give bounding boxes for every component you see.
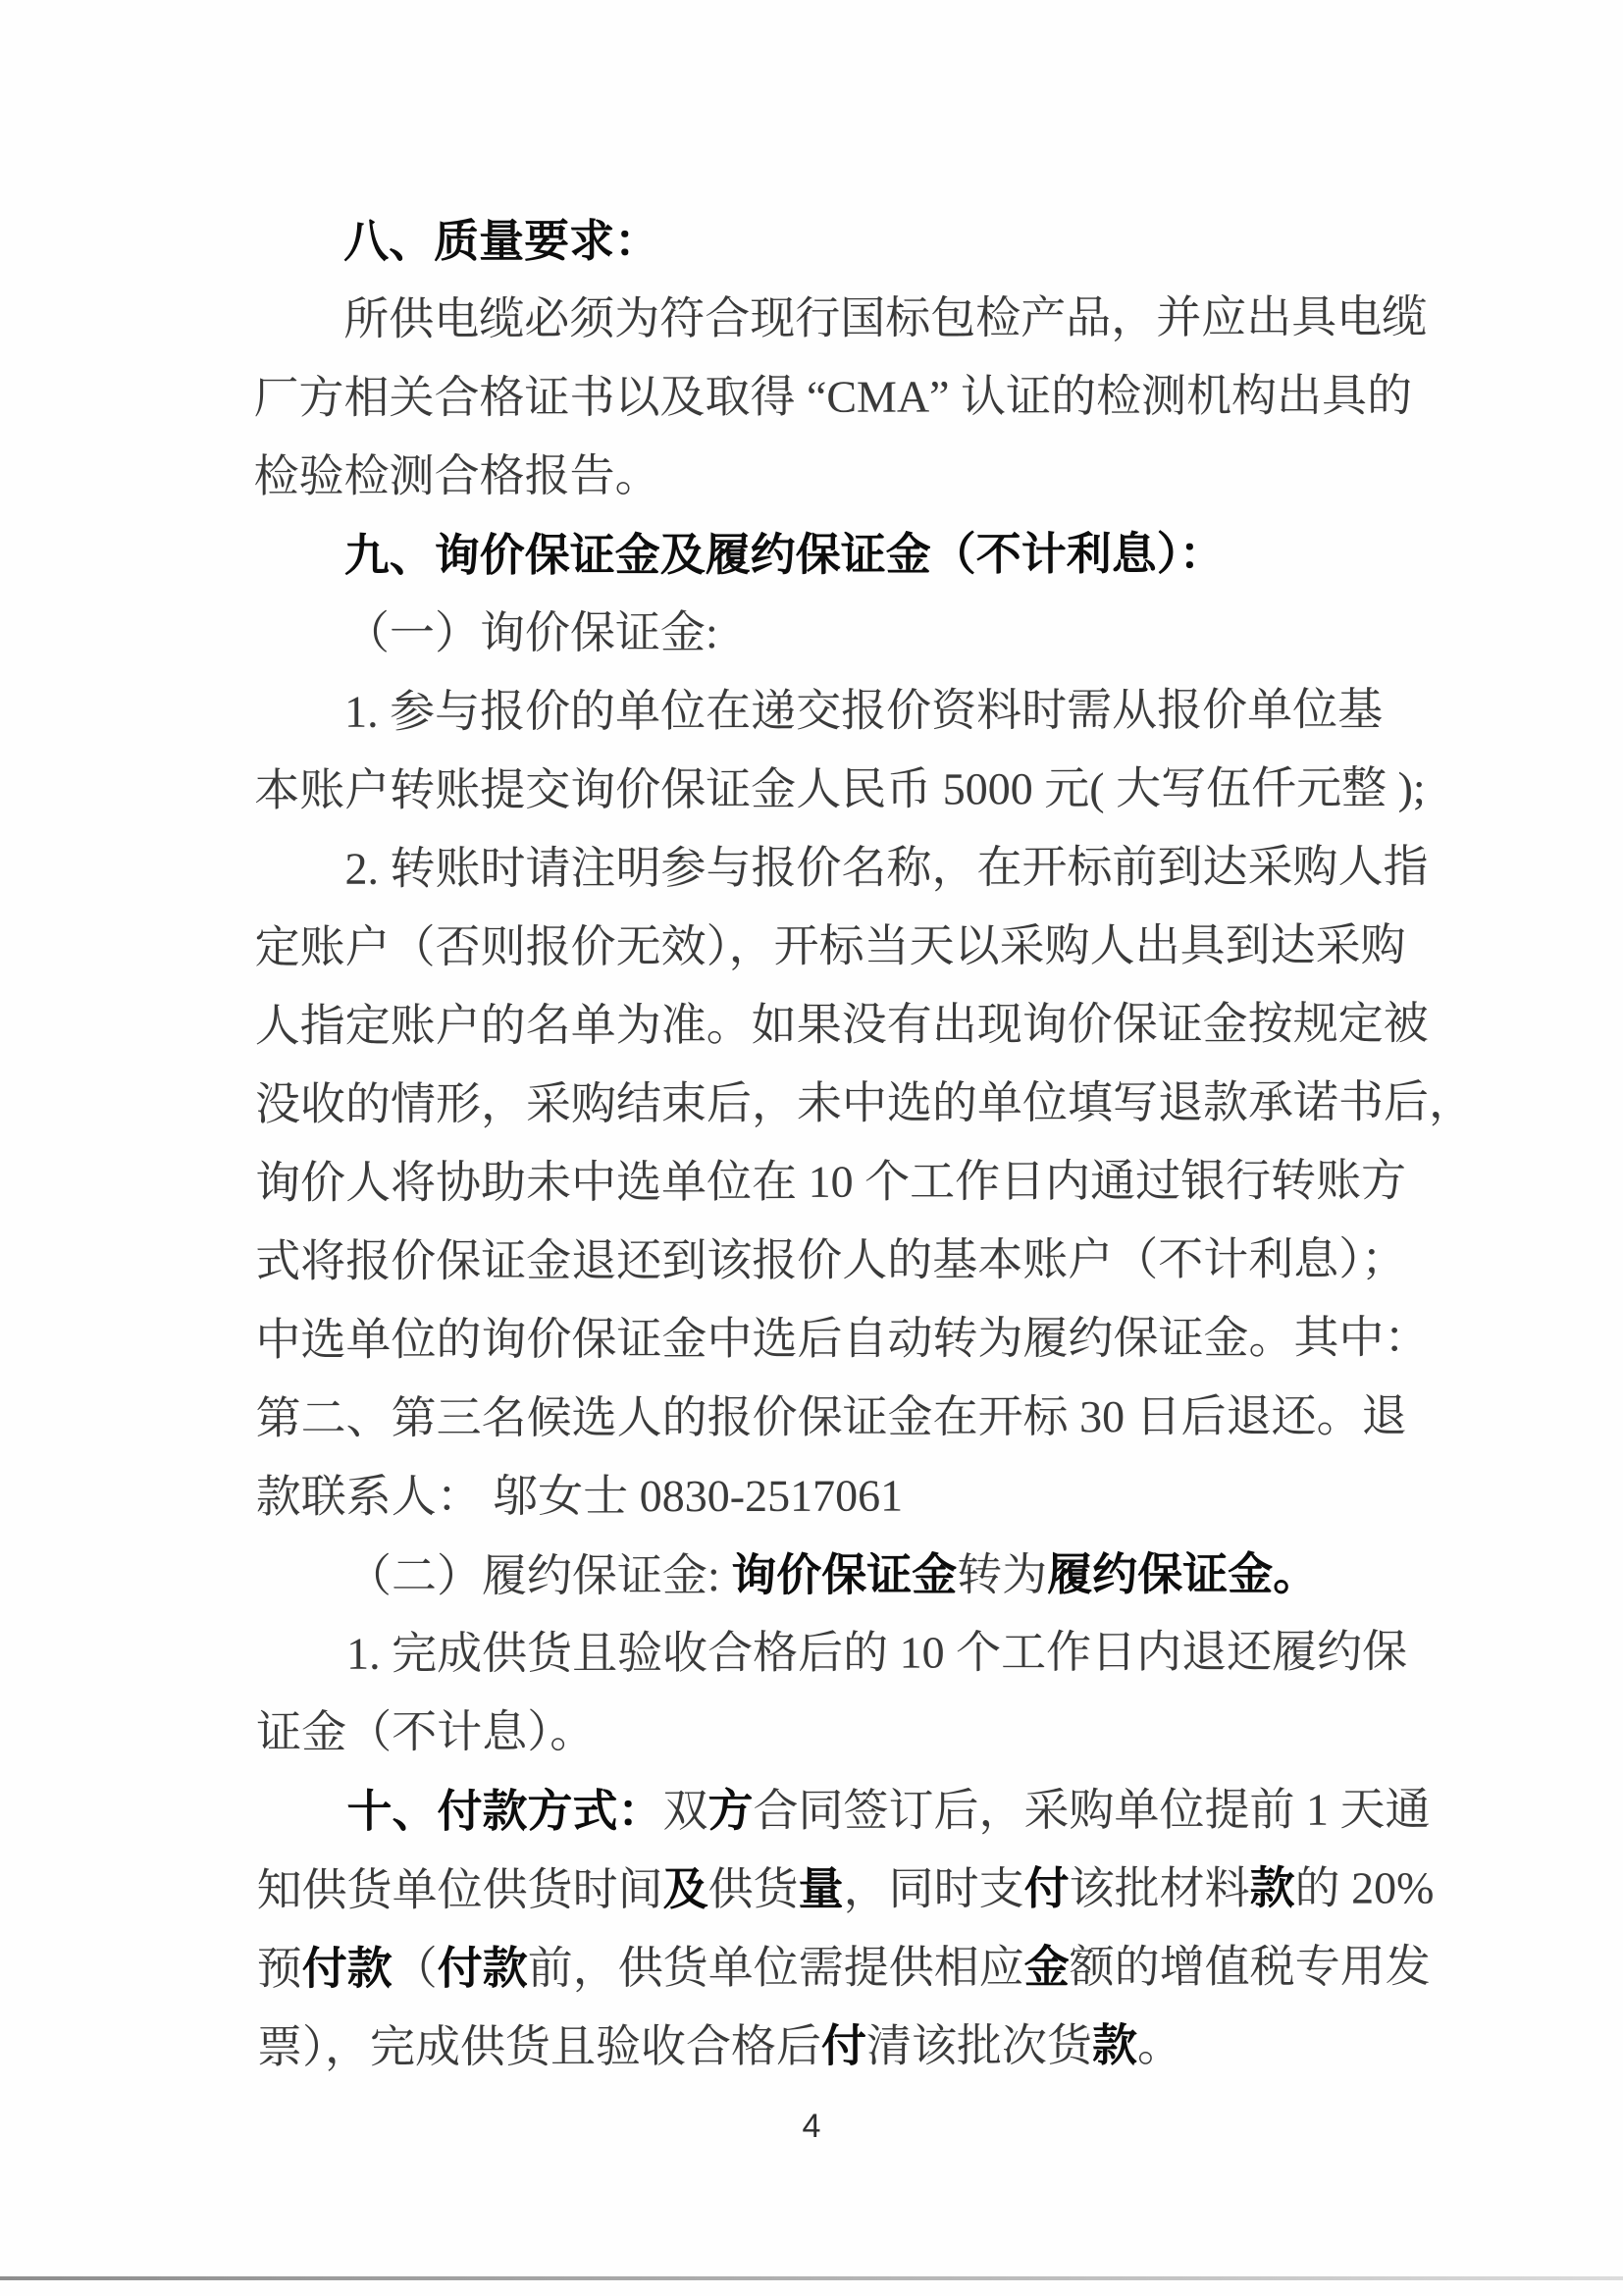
para-payment-line-4 [257,2005,1484,2086]
text-segment: 本账户转账提交询价保证金人民币 5000 元( 大写伍仟元整 ); [254,762,1426,815]
scan-edge-artifact [0,2276,1623,2280]
bold-text-segment: 金 [1023,1941,1070,1993]
text-segment: 证金（不计息）。 [256,1706,596,1757]
bold-text-segment: 付 [820,2019,866,2071]
text-segment: 双 [662,1786,708,1837]
para-deposit2-line-2 [255,906,1482,987]
bold-text-segment: 付款 [301,1942,393,1994]
para-deposit2-line-4 [255,1063,1482,1144]
bold-text-segment: 款 [1091,2019,1137,2071]
para-deposit2-line-8 [256,1377,1483,1458]
para-payment-line-3 [257,1926,1484,2008]
text-segment: 人指定账户的名单为准。如果没有出现询价保证金按规定被 [254,998,1429,1051]
para-deposit2-line-5 [255,1141,1482,1223]
heading-section-nine [254,513,1481,595]
bold-text-segment: 付款 [437,1942,528,1994]
bold-text-segment: 八、质量要求： [343,215,660,267]
heading-section-ten-line-1 [256,1769,1483,1851]
para-performance-line-1 [256,1612,1483,1694]
text-segment: 定账户（否则报价无效），开标当天以采购人出具到达采购 [254,919,1406,972]
para-quality-line-2 [253,356,1480,438]
text-segment: （二）履约保证金: [345,1549,732,1601]
bold-text-segment: 款 [1249,1861,1295,1913]
para-deposit1-line-2 [254,749,1481,830]
text-segment: 供货 [707,1863,799,1915]
text-segment: 检验检测合格报告。 [253,450,660,501]
text-segment: 中选单位的询价保证金中选后自动转为履约保证金。其中： [255,1312,1430,1365]
para-deposit2-line-3 [255,984,1482,1066]
text-segment: 2. 转账时请注明参与报价名称，在开标前到达采购人指 [344,841,1429,894]
document-text [253,199,1484,2086]
text-segment: 1. 完成供货且验收合格后的 10 个工作日内退还履约保 [346,1626,1408,1679]
bold-text-segment: 及 [662,1863,708,1915]
bold-text-segment: 方 [707,1784,754,1837]
para-performance-line-2 [256,1691,1483,1772]
text-segment: 知供货单位供货时间 [256,1864,663,1915]
bold-text-segment: 履约保证金。 [1047,1547,1319,1600]
bold-text-segment: 付 [1023,1862,1070,1914]
text-segment: 第二、第三名候选人的报价保证金在开标 30 日后退还。退 [255,1390,1407,1443]
bold-text-segment: 询价保证金 [731,1548,958,1600]
text-segment: 票），完成供货且验收合格后 [256,2020,821,2072]
bold-text-segment: 九、询价保证金及履约保证金（不计利息）： [343,527,1225,581]
para-deposit2-line-6 [255,1220,1482,1301]
text-segment: 前，供货单位需提供相应 [527,1942,1024,1994]
para-deposit2-line-1 [254,827,1481,909]
subheading-performance-deposit [256,1534,1483,1615]
page-number: 4 [802,2108,821,2145]
text-segment: 预 [256,1943,302,1994]
para-payment-line-2 [257,1848,1484,1929]
para-deposit2-line-9 [256,1455,1483,1537]
text-segment: 询价人将协助未中选单位在 10 个工作日内通过银行转账方 [255,1155,1407,1208]
text-segment: 额的增值税专用发 [1069,1941,1431,1993]
text-segment: 式将报价保证金退还到该报价人的基本账户（不计利息）； [255,1233,1407,1286]
heading-section-eight [253,199,1480,281]
text-segment: 转为 [957,1549,1048,1600]
text-segment: 厂方相关合格证书以及取得 “CMA” 认证的检测机构出具的 [253,370,1413,423]
bold-text-segment: 十、付款方式： [346,1785,663,1837]
text-segment: 所供电缆必须为符合现行国标包检产品，并应出具电缆 [343,291,1428,344]
text-segment: ，同时支 [843,1863,1024,1914]
subheading-inquiry-deposit [254,592,1481,673]
bold-text-segment: 量 [798,1862,844,1914]
text-segment: 该批材料 [1069,1862,1250,1914]
para-deposit2-line-7 [255,1298,1482,1380]
text-segment: （ [392,1943,438,1994]
para-quality-line-1 [253,278,1480,359]
text-segment: 款联系人： 邬女士 0830-2517061 [255,1470,904,1522]
text-segment: 没收的情形，采购结束后，未中选的单位填写退款承诺书后， [254,1076,1474,1129]
text-segment: 合同签订后，采购单位提前 1 天通 [753,1784,1431,1836]
text-segment: （一）询价保证金: [343,607,718,658]
para-deposit1-line-1 [254,670,1481,752]
text-segment: 的 20% [1294,1862,1435,1913]
text-segment: 1. 参与报价的单位在递交报价资料时需从报价单位基 [344,684,1384,737]
text-segment: 清该批次货 [865,2020,1092,2071]
para-quality-line-3 [254,435,1481,516]
text-segment: 。 [1136,2020,1182,2071]
